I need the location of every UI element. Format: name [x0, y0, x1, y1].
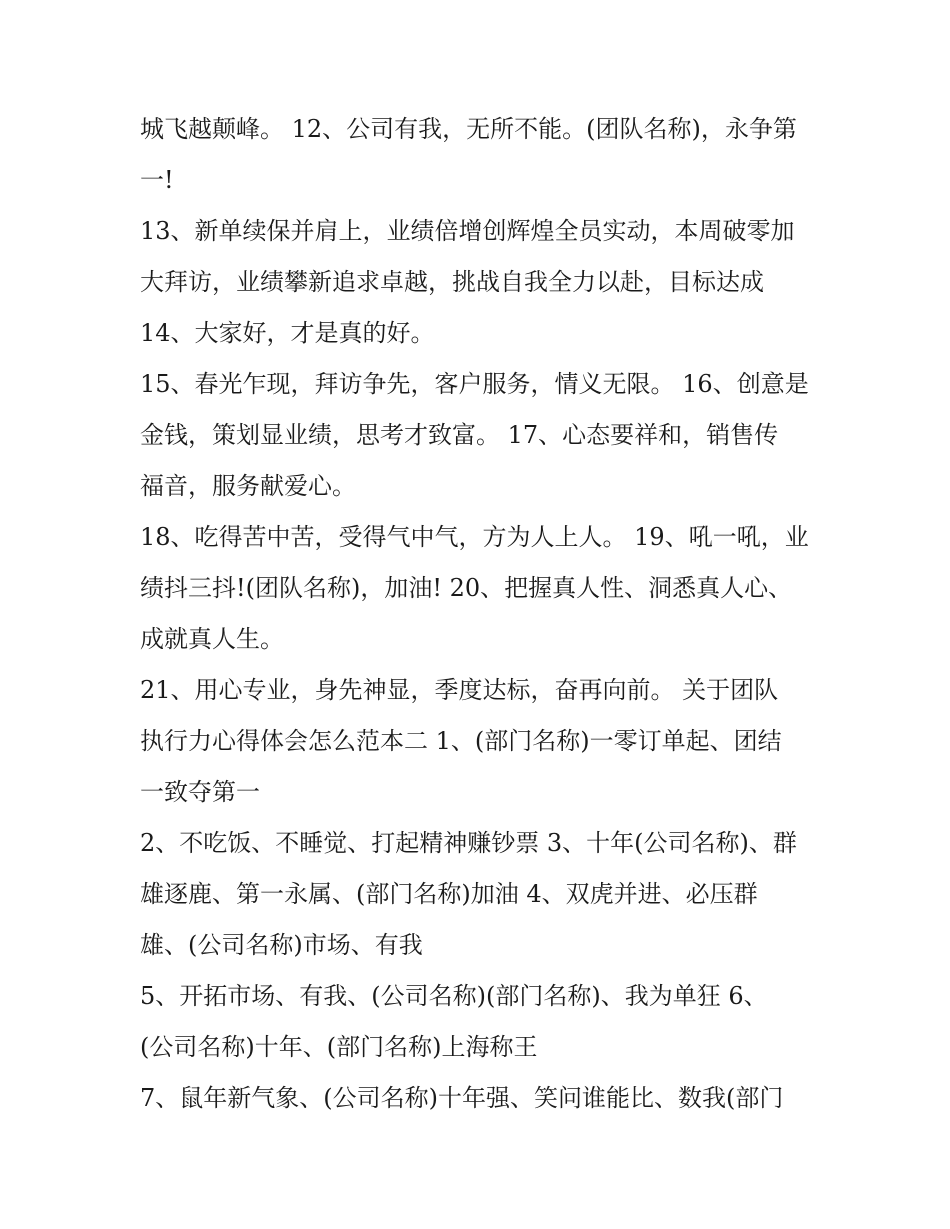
text-line: 雄、(公司名称)市场、有我 — [140, 931, 423, 959]
text-line: 2、不吃饭、不睡觉、打起精神赚钞票 3、十年(公司名称)、群 — [140, 829, 797, 857]
text-line: 雄逐鹿、第一永属、(部门名称)加油 4、双虎并进、必压群 — [140, 880, 758, 908]
text-line: 14、大家好，才是真的好。 — [140, 319, 435, 347]
text-line: 成就真人生。 — [140, 625, 284, 653]
text-line: 执行力心得体会怎么范本二 1、(部门名称)一零订单起、团结 — [140, 727, 782, 755]
text-line: 7、鼠年新气象、(公司名称)十年强、笑问谁能比、数我(部门 — [140, 1084, 784, 1112]
text-line: 一! — [140, 166, 174, 194]
text-line: 城飞越颠峰。 12、公司有我，无所不能。(团队名称)，永争第 — [140, 115, 797, 143]
text-line: 13、新单续保并肩上，业绩倍增创辉煌全员实动，本周破零加 — [140, 217, 795, 245]
text-line: 福音，服务献爱心。 — [140, 472, 356, 500]
text-line: 5、开拓市场、有我、(公司名称)(部门名称)、我为单狂 6、 — [140, 982, 768, 1010]
text-line: 金钱，策划显业绩，思考才致富。 17、心态要祥和，销售传 — [140, 421, 779, 449]
document-body — [140, 104, 820, 1124]
text-line: 大拜访，业绩攀新追求卓越，挑战自我全力以赴，目标达成 — [140, 268, 764, 296]
text-line: 一致夺第一 — [140, 778, 260, 806]
text-line: 18、吃得苦中苦，受得气中气，方为人上人。 19、吼一吼，业 — [140, 523, 809, 551]
text-line: (公司名称)十年、(部门名称)上海称王 — [140, 1033, 538, 1061]
text-line: 15、春光乍现，拜访争先，客户服务，情义无限。 16、创意是 — [140, 370, 809, 398]
text-line: 21、用心专业，身先神显，季度达标，奋再向前。 关于团队 — [140, 676, 779, 704]
text-line: 绩抖三抖!(团队名称)，加油! 20、把握真人性、洞悉真人心、 — [140, 574, 793, 602]
